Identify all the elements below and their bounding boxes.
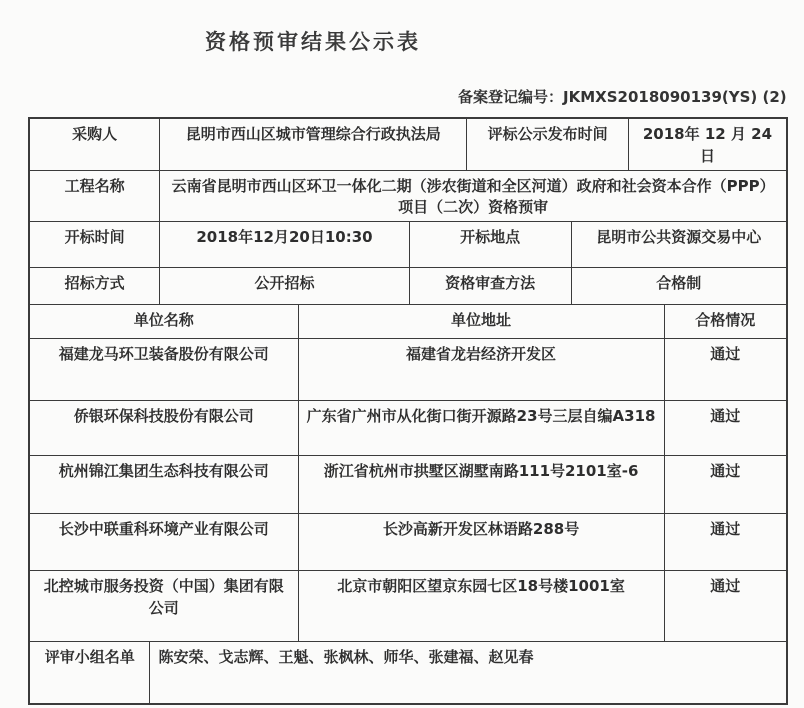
purchaser-value: 昆明市西山区城市管理综合行政执法局: [159, 119, 466, 170]
table-row: [30, 570, 786, 641]
record-number-label: 备案登记编号：: [458, 88, 564, 106]
bid-open-place-value: 昆明市公共资源交易中心: [571, 222, 786, 267]
column-header-company-address: 单位地址: [298, 305, 664, 338]
publish-time-value: 2018年 12 月 24 日: [628, 119, 786, 170]
record-number-line: [458, 86, 787, 107]
prequalification-table: [28, 117, 788, 705]
bid-method-label: 招标方式: [64, 274, 125, 292]
review-panel-label: 评审小组名单: [44, 648, 135, 666]
column-header-company-name: 单位名称: [133, 311, 194, 329]
company-name: 北控城市服务投资（中国）集团有限公司: [43, 577, 284, 617]
table-row: [30, 338, 786, 400]
table-row-project: [30, 170, 786, 222]
table-row: [30, 400, 786, 455]
company-address: 广东省广州市从化街口街开源路23号三层自编A318: [298, 401, 664, 455]
bid-method-value: 公开招标: [159, 268, 408, 304]
review-panel-names: 陈安荣、戈志辉、王魁、张枫林、师华、张建福、赵见春: [149, 642, 786, 703]
project-value: 云南省昆明市西山区环卫一体化二期（涉农街道和全区河道）政府和社会资本合作（PPP）项目（二次）资格预审: [159, 171, 786, 222]
project-label: 工程名称: [64, 176, 125, 195]
company-address: 浙江省杭州市拱墅区湖墅南路111号2101室-6: [298, 456, 664, 513]
status-badge: 通过: [664, 571, 786, 641]
column-header-qualification-status: 合格情况: [664, 305, 786, 338]
table-row-bid-method: [30, 267, 786, 304]
status-badge: 通过: [664, 339, 786, 400]
bid-open-place-label: 开标地点: [409, 222, 571, 267]
status-badge: 通过: [664, 456, 786, 513]
review-panel-row: [30, 641, 786, 703]
review-method-value: 合格制: [571, 268, 786, 304]
status-badge: 通过: [664, 514, 786, 570]
purchaser-label: 采购人: [72, 125, 118, 143]
company-name: 侨银环保科技股份有限公司: [73, 407, 254, 425]
status-badge: 通过: [664, 401, 786, 455]
table-row: [30, 513, 786, 570]
table-row-bid-opening: [30, 221, 786, 267]
record-number-value: JKMXS2018090139(YS) (2): [563, 88, 787, 106]
companies-header-row: [30, 304, 786, 338]
company-name: 长沙中联重科环境产业有限公司: [58, 520, 269, 538]
company-address: 福建省龙岩经济开发区: [298, 339, 664, 400]
bid-open-time-value: 2018年12月20日10:30: [159, 222, 408, 267]
bid-open-time-label: 开标时间: [64, 228, 125, 246]
company-address: 长沙高新开发区林语路288号: [298, 514, 664, 570]
company-name: 福建龙马环卫装备股份有限公司: [58, 345, 269, 363]
review-method-label: 资格审查方法: [409, 268, 571, 304]
publish-time-label: 评标公示发布时间: [466, 119, 628, 170]
company-address: 北京市朝阳区望京东园七区18号楼1001室: [298, 571, 664, 641]
table-row-purchaser: [30, 119, 786, 170]
page-title: 资格预审结果公示表: [205, 29, 421, 54]
company-name: 杭州锦江集团生态科技有限公司: [58, 462, 269, 480]
table-row: [30, 455, 786, 513]
